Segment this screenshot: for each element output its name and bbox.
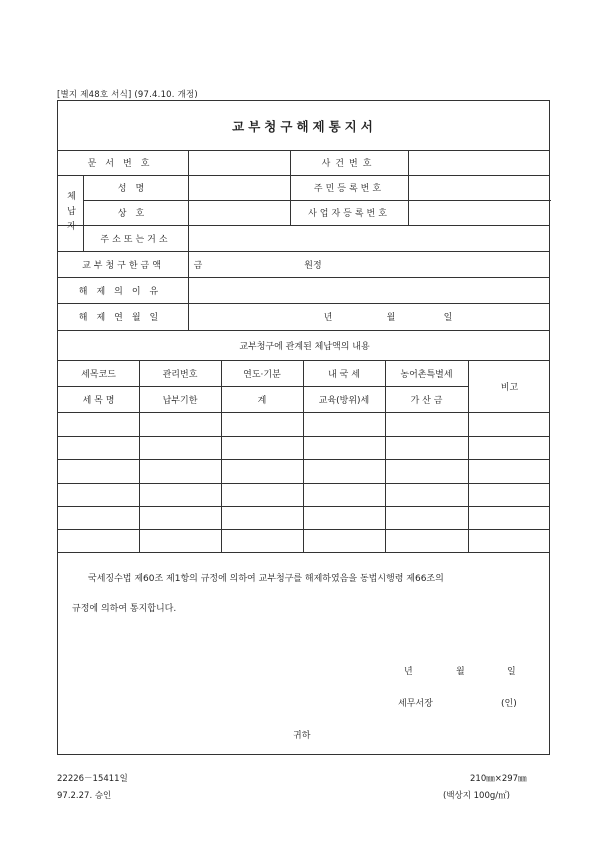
name-label: 성명 bbox=[117, 184, 154, 194]
col-tax-code: 세목코드 bbox=[81, 369, 116, 380]
form-header: [별지 제48호 서식] (97.4.10. 개정) bbox=[57, 90, 198, 100]
signer-title: 세무서장 bbox=[398, 699, 433, 709]
notice-form bbox=[57, 100, 550, 755]
release-date-day: 일 bbox=[443, 313, 453, 323]
col-rural-tax: 농어촌특별세 bbox=[400, 369, 453, 380]
reason-label: 해제의이유 bbox=[78, 286, 168, 297]
notice-text-line2: 규정에 의하여 통지합니다. bbox=[72, 604, 177, 614]
notice-date-day: 일 bbox=[507, 667, 516, 677]
resident-no-value[interactable] bbox=[408, 175, 551, 200]
recipient-label: 귀하 bbox=[293, 731, 311, 741]
col-remark: 비고 bbox=[500, 382, 519, 393]
address-value[interactable] bbox=[188, 225, 551, 251]
doc-no-value[interactable] bbox=[188, 150, 290, 175]
form-title: 교부청구해제통지서 bbox=[232, 118, 377, 134]
col-year-period: 연도·기분 bbox=[243, 369, 281, 380]
col-total: 계 bbox=[257, 395, 267, 406]
trade-name-value[interactable] bbox=[188, 200, 290, 225]
case-no-value[interactable] bbox=[408, 150, 551, 175]
col-domestic-tax: 내 국 세 bbox=[328, 369, 360, 380]
amount-label: 교부청구한금액 bbox=[82, 260, 164, 271]
approval-date: 97.2.27. 승인 bbox=[57, 791, 112, 801]
table-caption: 교부청구에 관계된 체납액의 내용 bbox=[239, 341, 370, 352]
amount-unit: 원정 bbox=[304, 260, 322, 271]
business-no-value[interactable] bbox=[408, 200, 551, 225]
address-label: 주소또는거소 bbox=[100, 234, 171, 245]
notice-text-line1: 국세징수법 제60조 제1항의 규정에 의하여 교부청구를 해제하였음을 동법시행령 제66조의 bbox=[88, 574, 444, 584]
paper-size: 210㎜×297㎜ bbox=[470, 774, 527, 784]
paper-type: (백상지 100g/㎡) bbox=[443, 791, 510, 801]
col-mgmt-no: 관리번호 bbox=[162, 369, 198, 380]
seal-mark: (인) bbox=[501, 699, 517, 709]
name-value[interactable] bbox=[188, 175, 290, 200]
reason-value[interactable] bbox=[188, 277, 551, 303]
col-education-tax: 교육(방위)세 bbox=[318, 395, 370, 406]
col-penalty: 가 산 금 bbox=[410, 395, 443, 406]
trade-name-label: 상호 bbox=[117, 209, 154, 219]
notice-date-month: 월 bbox=[456, 667, 465, 677]
notice-date-year: 년 bbox=[404, 667, 413, 677]
release-date-label: 해제연월일 bbox=[78, 313, 168, 323]
form-code: 22226－15411일 bbox=[57, 774, 128, 784]
case-no-label: 사건번호 bbox=[321, 159, 377, 169]
col-due-date: 납부기한 bbox=[162, 395, 198, 406]
amount-prefix: 금 bbox=[193, 260, 203, 271]
doc-no-label: 문서번호 bbox=[87, 159, 159, 169]
business-no-label: 사업자등록번호 bbox=[308, 209, 390, 219]
release-date-month: 월 bbox=[386, 313, 396, 323]
taxpayer-group-label: 체납자 bbox=[65, 190, 75, 236]
col-tax-name: 세 목 명 bbox=[82, 395, 115, 406]
release-date-year: 년 bbox=[323, 313, 333, 323]
resident-no-label: 주민등록번호 bbox=[313, 184, 385, 194]
